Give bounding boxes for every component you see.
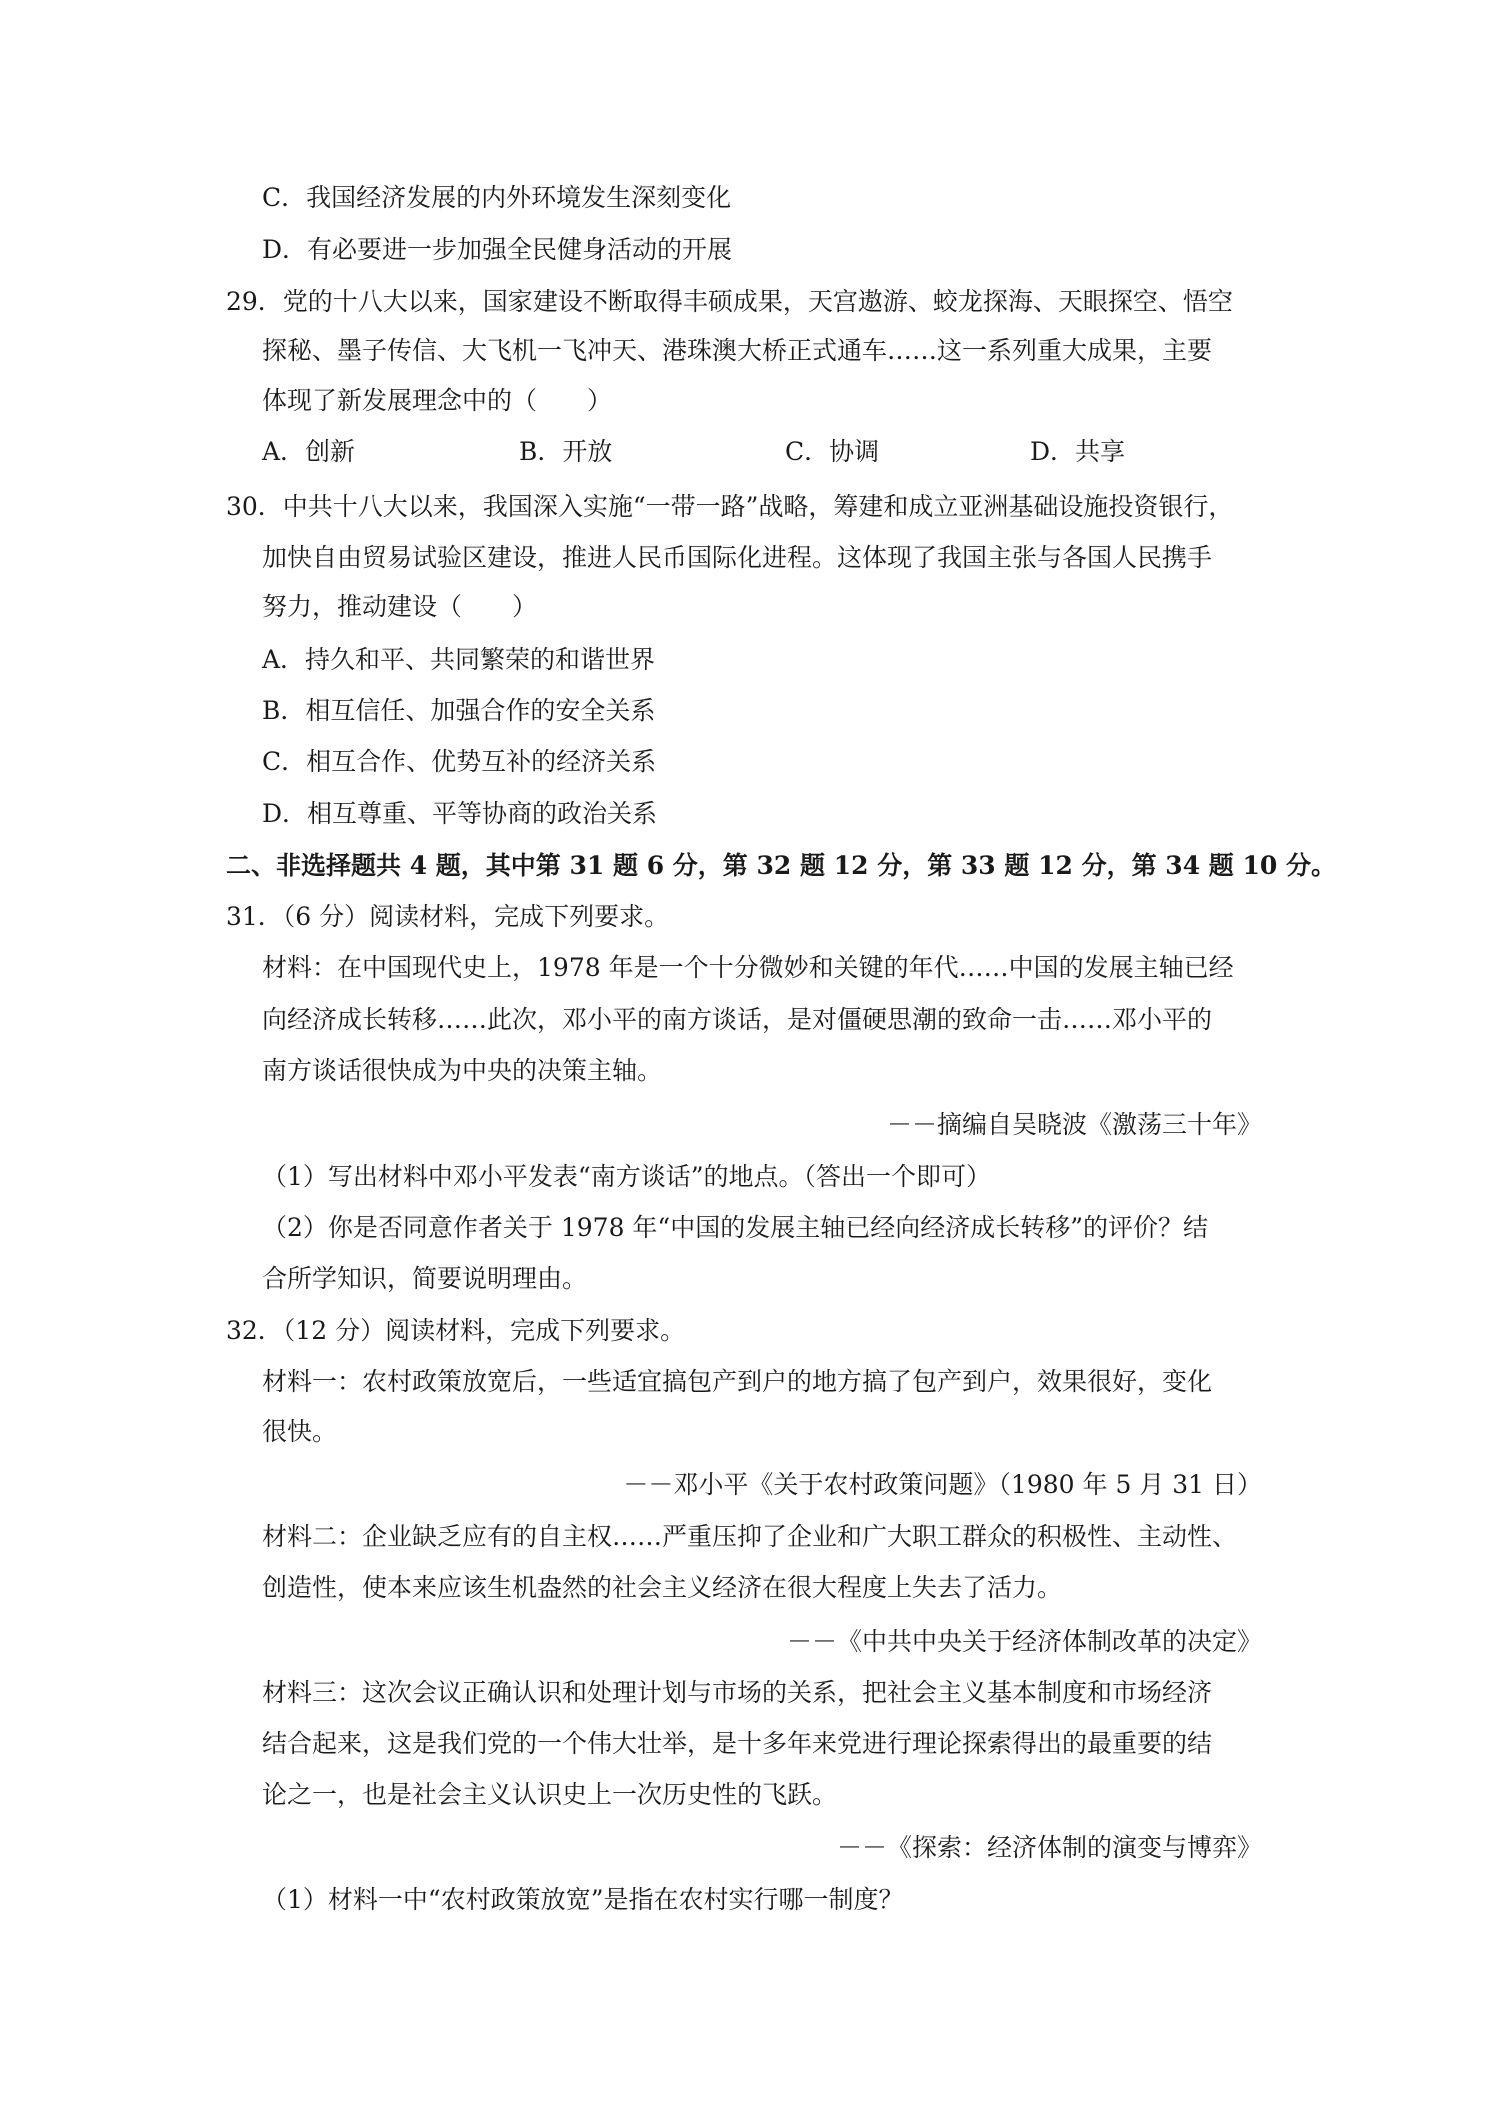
q32-material-3-source: －－《探索：经济体制的演变与博弈》 (836, 1833, 1262, 1862)
q32-material-3-line-1: 材料三：这次会议正确认识和处理计划与市场的关系，把社会主义基本制度和市场经济 (262, 1678, 1213, 1707)
q29-option-b: B．开放 (519, 437, 613, 466)
q32-sub-question-1: （1）材料一中“农村政策放宽”是指在农村实行哪一制度？ (262, 1885, 904, 1914)
q32-material-2-line-1: 材料二：企业缺乏应有的自主权……严重压抑了企业和广大职工群众的积极性、主动性、 (262, 1522, 1238, 1551)
q32-stem: 32．（12 分）阅读材料，完成下列要求。 (226, 1316, 686, 1345)
q32-material-2-source: －－《中共中央关于经济体制改革的决定》 (786, 1627, 1262, 1656)
q30-option-b: B．相互信任、加强合作的安全关系 (262, 696, 656, 725)
q31-stem: 31．（6 分）阅读材料，完成下列要求。 (226, 902, 670, 931)
q28-option-c: C．我国经济发展的内外环境发生深刻变化 (262, 183, 732, 212)
q31-sub-question-1: （1）写出材料中邓小平发表“南方谈话”的地点。（答出一个即可） (262, 1162, 991, 1191)
q29-stem-line-2: 探秘、墨子传信、大飞机一飞冲天、港珠澳大桥正式通车……这一系列重大成果，主要 (262, 336, 1213, 365)
q30-option-d: D．相互尊重、平等协商的政治关系 (262, 799, 658, 828)
q31-material-line-2: 向经济成长转移……此次，邓小平的南方谈话，是对僵硬思潮的致命一击……邓小平的 (262, 1005, 1213, 1034)
q29-option-d: D．共享 (1030, 437, 1126, 466)
q29-option-a: A．创新 (262, 437, 356, 466)
q32-material-1-line-1: 材料一：农村政策放宽后，一些适宜搞包产到户的地方搞了包产到户，效果很好，变化 (262, 1367, 1213, 1396)
q31-material-line-3: 南方谈话很快成为中央的决策主轴。 (262, 1056, 663, 1085)
q31-material-line-1: 材料：在中国现代史上，1978 年是一个十分微妙和关键的年代……中国的发展主轴已经 (262, 953, 1234, 982)
q29-stem-line-3: 体现了新发展理念中的（ ） (262, 386, 613, 415)
q32-material-2-line-2: 创造性，使本来应该生机盎然的社会主义经济在很大程度上失去了活力。 (262, 1573, 1063, 1602)
q32-material-1-line-2: 很快。 (262, 1417, 338, 1446)
q30-stem-line-1: 30．中共十八大以来，我国深入实施“一带一路”战略，筹建和成立亚洲基础设施投资银行， (226, 492, 1234, 521)
q28-option-d: D．有必要进一步加强全民健身活动的开展 (262, 235, 733, 264)
q30-stem-line-3: 努力，推动建设（ ） (262, 592, 538, 621)
q32-material-3-line-3: 论之一，也是社会主义认识史上一次历史性的飞跃。 (262, 1780, 838, 1809)
q31-sub-question-2-line-2: 合所学知识，简要说明理由。 (262, 1264, 588, 1293)
q32-material-3-line-2: 结合起来，这是我们党的一个伟大壮举，是十多年来党进行理论探索得出的最重要的结 (262, 1729, 1213, 1758)
q29-options (262, 434, 1262, 470)
q30-stem-line-2: 加快自由贸易试验区建设，推进人民币国际化进程。这体现了我国主张与各国人民携手 (262, 543, 1213, 572)
section-2-heading: 二、非选择题共 4 题，其中第 31 题 6 分，第 32 题 12 分，第 33 题 12 分，第 34 题 10 分。 (226, 851, 1336, 880)
q29-option-c: C．协调 (785, 437, 880, 466)
q30-option-a: A．持久和平、共同繁荣的和谐世界 (262, 645, 656, 674)
q29-stem-line-1: 29．党的十八大以来，国家建设不断取得丰硕成果，天宫遨游、蛟龙探海、天眼探空、悟空 (226, 287, 1233, 316)
q31-sub-question-2-line-1: （2）你是否同意作者关于 1978 年“中国的发展主轴已经向经济成长转移”的评价？结 (262, 1213, 1208, 1242)
q32-material-1-source: －－邓小平《关于农村政策问题》（1980 年 5 月 31 日） (623, 1470, 1262, 1499)
q30-option-c: C．相互合作、优势互补的经济关系 (262, 747, 657, 776)
q31-source: －－摘编自吴晓波《激荡三十年》 (886, 1110, 1262, 1139)
